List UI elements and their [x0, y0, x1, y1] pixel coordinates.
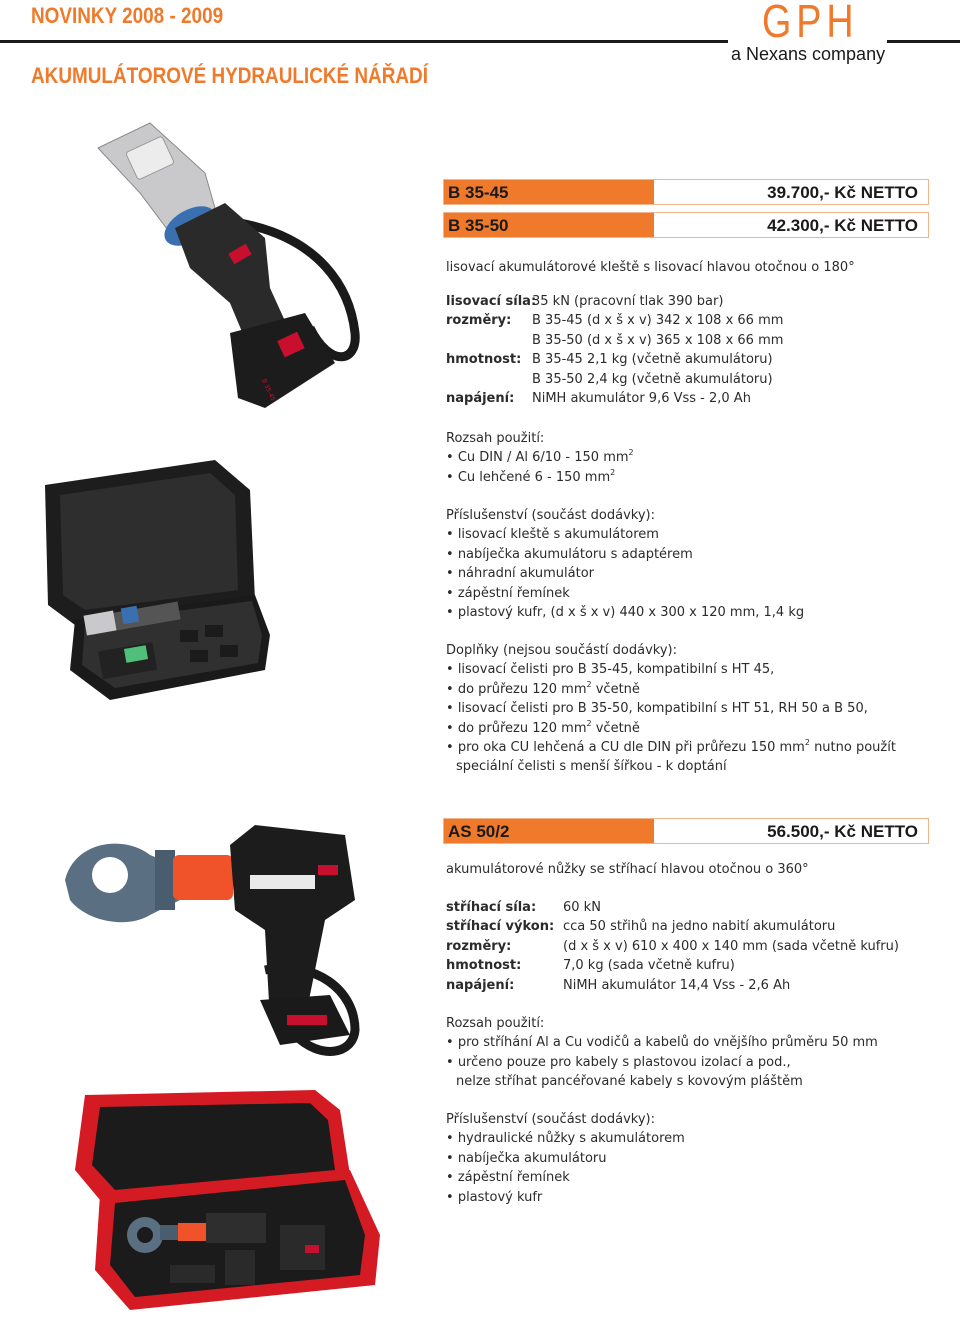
spec-value: (d x š x v) 610 x 400 x 140 mm (sada včetně kufru)	[563, 938, 899, 954]
header-rule-left	[0, 40, 728, 43]
product1-specs	[446, 292, 783, 408]
accessory-item: • plastový kufr	[446, 1188, 685, 1207]
spec-key: napájení:	[446, 977, 515, 993]
spec-value: NiMH akumulátor 14,4 Vss - 2,6 Ah	[563, 977, 791, 993]
accessory-item: • náhradní akumulátor	[446, 564, 804, 583]
price-bar-as502	[443, 818, 929, 844]
product1-description: lisovací akumulátorové kleště s lisovací hlavou otočnou o 180°	[446, 260, 855, 275]
red-case-image	[60, 1085, 400, 1315]
usage-item: • pro stříhání Al a Cu vodičů a kabelů do vnějšího průměru 50 mm	[446, 1033, 878, 1052]
accessory-item: • hydraulické nůžky s akumulátorem	[446, 1129, 685, 1148]
spec-key: stříhací síla:	[446, 900, 537, 915]
spec-value: cca 50 střihů na jedno nabití akumulátoru	[563, 919, 836, 935]
product-price: 56.500,- Kč NETTO	[767, 822, 918, 841]
accessory-item: • plastový kufr, (d x š x v) 440 x 300 x 120 mm, 1,4 kg	[446, 603, 804, 622]
crimping-tool-image	[90, 118, 380, 428]
battery-label: B 35-45	[260, 377, 277, 403]
cable-cutter-image	[55, 820, 415, 1070]
spec-key: rozměry:	[446, 313, 512, 329]
spec-value: 60 kN	[563, 900, 601, 915]
extras-title: Doplňky (nejsou součástí dodávky):	[446, 643, 677, 658]
accessory-item: • lisovací kleště s akumulátorem	[446, 525, 804, 544]
header-rule-right	[887, 40, 960, 43]
usage-title: Rozsah použití:	[446, 431, 545, 446]
extra-item-continued: speciální čelisti s menší šířkou - k doptání	[456, 759, 727, 775]
usage-item: • určeno pouze pro kabely s plastovou izolací a pod.,	[446, 1053, 878, 1072]
spec-key: napájení:	[446, 391, 515, 407]
spec-value: B 35-45 (d x š x v) 342 x 108 x 66 mm	[532, 313, 784, 329]
gph-logo: GPH	[762, 0, 859, 47]
product-name: B 35-50	[444, 213, 654, 237]
product2-specs	[446, 898, 899, 995]
spec-value: 35 kN (pracovní tlak 390 bar)	[532, 294, 724, 309]
accessory-item: • nabíječka akumulátoru	[446, 1149, 685, 1168]
extra-item: • do průřezu 120 $mm^2$ včetně	[446, 719, 896, 738]
usage-item: • Cu DIN / Al 6/10 - 150 $mm^2$	[446, 448, 634, 467]
product1-accessories	[446, 506, 804, 622]
page-subtitle: AKUMULÁTOROVÉ HYDRAULICKÉ NÁŘADÍ	[31, 63, 428, 88]
product1-usage	[446, 429, 634, 487]
gph-logo-subtitle: a Nexans company	[731, 44, 886, 64]
spec-key: hmotnost:	[446, 352, 522, 368]
spec-value: B 35-50 (d x š x v) 365 x 108 x 66 mm	[532, 332, 784, 348]
product2-usage	[446, 1014, 878, 1092]
product-name: AS 50/2	[444, 819, 654, 843]
spec-key: lisovací síla:	[446, 294, 537, 309]
spec-value: 7,0 kg (sada včetně kufru)	[563, 958, 735, 974]
extra-item: • do průřezu 120 $mm^2$ včetně	[446, 680, 896, 699]
spec-value: B 35-45 2,1 kg (včetně akumulátoru)	[532, 352, 773, 368]
price-bar-b3550	[443, 212, 929, 238]
extra-item: • lisovací čelisti pro B 35-50, kompatibilní s HT 51, RH 50 a B 50,	[446, 699, 896, 718]
extra-item: • pro oka CU lehčená a CU dle DIN při průřezu 150 $mm^2$ nutno použít	[446, 738, 896, 757]
accessory-item: • zápěstní řemínek	[446, 584, 804, 603]
spec-value: NiMH akumulátor 9,6 Vss - 2,0 Ah	[532, 391, 751, 407]
price-bar-b3545	[443, 179, 929, 205]
usage-title: Rozsah použití:	[446, 1016, 545, 1031]
case-set-image	[30, 455, 275, 705]
extra-item: • lisovací čelisti pro B 35-45, kompatibilní s HT 45,	[446, 660, 896, 679]
accessory-item: • zápěstní řemínek	[446, 1168, 685, 1187]
accessory-item: • nabíječka akumulátoru s adaptérem	[446, 545, 804, 564]
accessories-title: Příslušenství (součást dodávky):	[446, 1112, 655, 1127]
spec-key: rozměry:	[446, 938, 512, 954]
product-name: B 35-45	[444, 180, 654, 204]
usage-item: • Cu lehčené 6 - 150 $mm^2$	[446, 468, 634, 487]
spec-key: stříhací výkon:	[446, 919, 555, 935]
product2-description: akumulátorové nůžky se stříhací hlavou otočnou o 360°	[446, 862, 809, 877]
page-header-title: NOVINKY 2008 - 2009	[31, 3, 224, 28]
spec-value: B 35-50 2,4 kg (včetně akumulátoru)	[532, 371, 773, 387]
product-price: 39.700,- Kč NETTO	[767, 183, 918, 202]
product-price: 42.300,- Kč NETTO	[767, 216, 918, 235]
usage-item-continued: nelze stříhat pancéřované kabely s kovovým pláštěm	[456, 1074, 803, 1090]
accessories-title: Příslušenství (součást dodávky):	[446, 508, 655, 523]
product2-accessories	[446, 1110, 685, 1207]
product1-extras	[446, 641, 896, 777]
spec-key: hmotnost:	[446, 958, 522, 974]
